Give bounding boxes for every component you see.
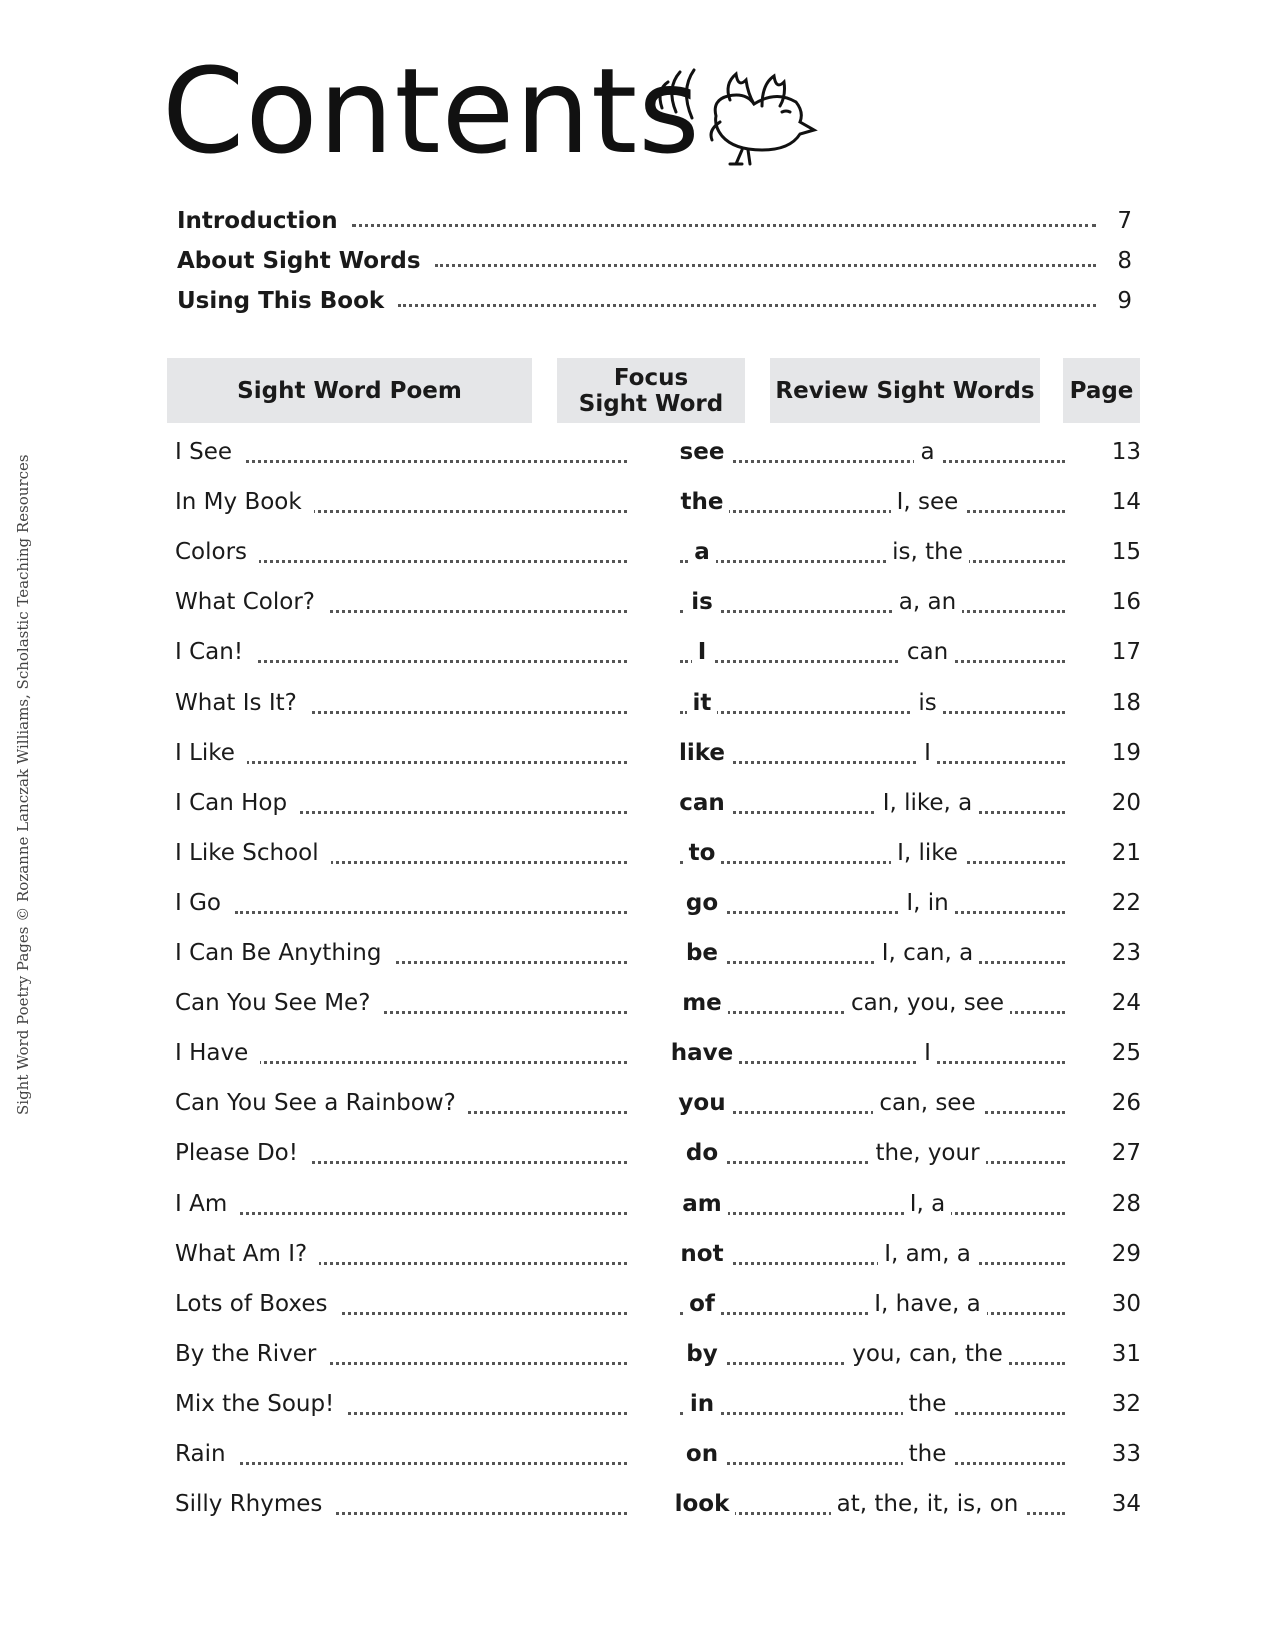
- review-words: at, the, it, is, on: [775, 1486, 1080, 1522]
- focus-word: it: [627, 685, 777, 721]
- page-number: 19: [1075, 735, 1141, 771]
- dot-leader: [235, 1212, 627, 1215]
- focus-word: in: [627, 1386, 777, 1422]
- table-row[interactable]: [175, 785, 1141, 821]
- header-poem-label: Sight Word Poem: [237, 377, 462, 404]
- review-words: the: [775, 1436, 1080, 1472]
- table-row[interactable]: [175, 534, 1141, 570]
- focus-word: me: [627, 985, 777, 1021]
- focus-word: do: [627, 1135, 777, 1171]
- table-row[interactable]: [175, 685, 1141, 721]
- table-row[interactable]: [175, 835, 1141, 871]
- review-words: I, like, a: [775, 785, 1080, 821]
- table-row[interactable]: [175, 985, 1141, 1021]
- page-number: 18: [1075, 685, 1141, 721]
- focus-word: not: [627, 1236, 777, 1272]
- table-row[interactable]: [175, 584, 1141, 620]
- review-words: a: [775, 434, 1080, 470]
- dot-leader: [235, 911, 627, 914]
- poem-title: I Have: [175, 1035, 260, 1071]
- toc-entry[interactable]: [177, 278, 1132, 314]
- dot-leader: [235, 1061, 627, 1064]
- review-words: a, an: [775, 584, 1080, 620]
- review-words: can: [775, 634, 1080, 670]
- poem-title: Can You See a Rainbow?: [175, 1085, 468, 1121]
- focus-word: of: [627, 1286, 777, 1322]
- poem-title: Rain: [175, 1436, 238, 1472]
- review-words: I: [775, 735, 1080, 771]
- dot-leader: [235, 460, 627, 463]
- dot-leader: [398, 304, 1096, 307]
- page-number: 17: [1075, 634, 1141, 670]
- toc-entry-page: 7: [1117, 208, 1132, 234]
- table-row[interactable]: [175, 1135, 1141, 1171]
- poem-title: I Can Hop: [175, 785, 299, 821]
- page-number: 24: [1075, 985, 1141, 1021]
- page-number: 25: [1075, 1035, 1141, 1071]
- review-words: I, see: [775, 484, 1080, 520]
- focus-word: am: [627, 1186, 777, 1222]
- table-row[interactable]: [175, 935, 1141, 971]
- table-row[interactable]: [175, 1186, 1141, 1222]
- page-number: 14: [1075, 484, 1141, 520]
- poem-title: What Is It?: [175, 685, 309, 721]
- review-words: the: [775, 1386, 1080, 1422]
- table-row[interactable]: [175, 1436, 1141, 1472]
- toc-entry-label: Using This Book: [177, 288, 385, 314]
- page-number: 32: [1075, 1386, 1141, 1422]
- review-words: is: [775, 685, 1080, 721]
- dot-leader: [352, 224, 1096, 227]
- poem-title: I Can Be Anything: [175, 935, 393, 971]
- table-row[interactable]: [175, 1085, 1141, 1121]
- page-number: 22: [1075, 885, 1141, 921]
- review-words: is, the: [775, 534, 1080, 570]
- focus-word: look: [627, 1486, 777, 1522]
- review-words: I, in: [775, 885, 1080, 921]
- dot-leader: [435, 264, 1096, 267]
- poem-title: I Like School: [175, 835, 331, 871]
- page-number: 15: [1075, 534, 1141, 570]
- table-row[interactable]: [175, 434, 1141, 470]
- poem-title: Lots of Boxes: [175, 1286, 339, 1322]
- toc-entry[interactable]: [177, 198, 1132, 234]
- toc-entry-label: About Sight Words: [177, 248, 421, 274]
- table-row[interactable]: [175, 1486, 1141, 1522]
- focus-word: you: [627, 1085, 777, 1121]
- dot-leader: [235, 560, 627, 563]
- page-number: 28: [1075, 1186, 1141, 1222]
- poem-title: I See: [175, 434, 244, 470]
- header-focus: [557, 358, 745, 423]
- focus-word: is: [627, 584, 777, 620]
- page-number: 31: [1075, 1336, 1141, 1372]
- header-poem: [167, 358, 532, 423]
- table-row[interactable]: [175, 1386, 1141, 1422]
- table-row[interactable]: [175, 1035, 1141, 1071]
- header-review-label: Review Sight Words: [775, 377, 1035, 404]
- page-number: 29: [1075, 1236, 1141, 1272]
- poem-title: Silly Rhymes: [175, 1486, 334, 1522]
- table-row[interactable]: [175, 1236, 1141, 1272]
- toc-entry-label: Introduction: [177, 208, 338, 234]
- page-number: 16: [1075, 584, 1141, 620]
- focus-word: to: [627, 835, 777, 871]
- toc-entry-page: 8: [1117, 248, 1132, 274]
- table-row[interactable]: [175, 634, 1141, 670]
- page-number: 34: [1075, 1486, 1141, 1522]
- poem-title: I Am: [175, 1186, 239, 1222]
- poem-title: I Go: [175, 885, 233, 921]
- page-number: 23: [1075, 935, 1141, 971]
- poem-title: I Like: [175, 735, 247, 771]
- poem-title: In My Book: [175, 484, 314, 520]
- header-page-label: Page: [1069, 377, 1134, 404]
- review-words: I, have, a: [775, 1286, 1080, 1322]
- review-words: you, can, the: [775, 1336, 1080, 1372]
- review-words: I, a: [775, 1186, 1080, 1222]
- bird-illustration-icon: [650, 60, 850, 170]
- header-review: [770, 358, 1040, 423]
- focus-word: see: [627, 434, 777, 470]
- dot-leader: [235, 761, 627, 764]
- focus-word: can: [627, 785, 777, 821]
- table-row[interactable]: [175, 1286, 1141, 1322]
- focus-word: by: [627, 1336, 777, 1372]
- header-focus-line2: Sight Word: [578, 390, 724, 417]
- review-words: can, you, see: [775, 985, 1080, 1021]
- focus-word: have: [627, 1035, 777, 1071]
- poem-title: What Color?: [175, 584, 327, 620]
- table-row[interactable]: [175, 885, 1141, 921]
- page-number: 20: [1075, 785, 1141, 821]
- focus-word: like: [627, 735, 777, 771]
- focus-word: a: [627, 534, 777, 570]
- dot-leader: [235, 660, 627, 663]
- page-title: Contents: [162, 42, 701, 180]
- review-words: can, see: [775, 1085, 1080, 1121]
- review-words: I, am, a: [775, 1236, 1080, 1272]
- poem-title: Mix the Soup!: [175, 1386, 346, 1422]
- poem-title: What Am I?: [175, 1236, 319, 1272]
- focus-word: be: [627, 935, 777, 971]
- poem-title: Can You See Me?: [175, 985, 382, 1021]
- poem-title: By the River: [175, 1336, 328, 1372]
- focus-word: I: [627, 634, 777, 670]
- header-focus-line1: Focus: [613, 364, 689, 391]
- copyright-caption: Sight Word Poetry Pages © Rozanne Lanczak Williams, Scholastic Teaching Resources: [14, 454, 32, 1115]
- poem-title: I Can!: [175, 634, 255, 670]
- dot-leader: [235, 1462, 627, 1465]
- table-row[interactable]: [175, 1336, 1141, 1372]
- toc-entry-page: 9: [1117, 288, 1132, 314]
- poem-title: Colors: [175, 534, 259, 570]
- page-number: 21: [1075, 835, 1141, 871]
- page-number: 13: [1075, 434, 1141, 470]
- review-words: I, can, a: [775, 935, 1080, 971]
- focus-word: go: [627, 885, 777, 921]
- page-number: 30: [1075, 1286, 1141, 1322]
- focus-word: on: [627, 1436, 777, 1472]
- page-number: 27: [1075, 1135, 1141, 1171]
- review-words: the, your: [775, 1135, 1080, 1171]
- table-row[interactable]: [175, 735, 1141, 771]
- review-words: I: [775, 1035, 1080, 1071]
- toc-entry[interactable]: [177, 238, 1132, 274]
- poem-title: Please Do!: [175, 1135, 310, 1171]
- page-number: 26: [1075, 1085, 1141, 1121]
- header-page: [1063, 358, 1140, 423]
- table-row[interactable]: [175, 484, 1141, 520]
- page-number: 33: [1075, 1436, 1141, 1472]
- focus-word: the: [627, 484, 777, 520]
- review-words: I, like: [775, 835, 1080, 871]
